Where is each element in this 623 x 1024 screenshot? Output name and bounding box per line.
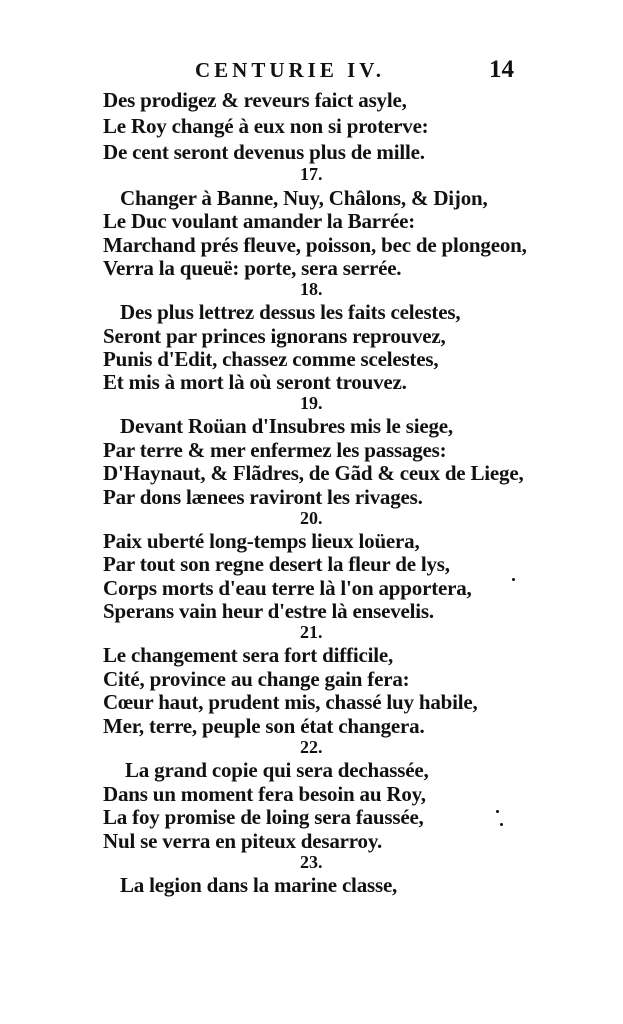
quatrain-number: 23. bbox=[300, 852, 323, 872]
verse-line: De cent seront devenus plus de mille. bbox=[103, 140, 425, 164]
verse-line: La legion dans la marine classe, bbox=[120, 873, 398, 897]
verse-line: La grand copie qui sera dechassée, bbox=[125, 758, 429, 782]
verse-line: Corps morts d'eau terre là l'on apportera, bbox=[103, 576, 472, 600]
verse-line: Des plus lettrez dessus les faits celestes, bbox=[120, 300, 461, 324]
verse-line: Paix uberté long-temps lieux loüera, bbox=[103, 529, 420, 553]
verse-line: Par tout son regne desert la fleur de lys, bbox=[103, 552, 450, 576]
verse-line: Le Roy changé à eux non si proterve: bbox=[103, 114, 429, 138]
verse-line: Mer, terre, peuple son état changera. bbox=[103, 714, 425, 738]
print-speck bbox=[512, 578, 515, 581]
verse-line: Dans un moment fera besoin au Roy, bbox=[103, 782, 426, 806]
verse-line: Par terre & mer enfermez les passages: bbox=[103, 438, 447, 462]
verse-line: Par dons lænees raviront les rivages. bbox=[103, 485, 423, 509]
verse-line: Marchand prés fleuve, poisson, bec de plongeon, bbox=[103, 233, 527, 257]
verse-line: Verra la queuë: porte, sera serrée. bbox=[103, 256, 402, 280]
verse-line: Cité, province au change gain fera: bbox=[103, 667, 410, 691]
quatrain-number: 18. bbox=[300, 279, 323, 299]
quatrain-number: 21. bbox=[300, 622, 323, 642]
quatrain-number: 20. bbox=[300, 508, 323, 528]
verse-line: Nul se verra en piteux desarroy. bbox=[103, 829, 383, 853]
quatrain-number: 19. bbox=[300, 393, 323, 413]
quatrain-number: 17. bbox=[300, 164, 323, 184]
verse-line: Punis d'Edit, chassez comme scelestes, bbox=[103, 347, 439, 371]
verse-line: Des prodigez & reveurs faict asyle, bbox=[103, 88, 407, 112]
verse-line: Le changement sera fort difficile, bbox=[103, 643, 394, 667]
running-title: CENTURIE IV. bbox=[195, 58, 385, 82]
verse-line: La foy promise de loing sera faussée, bbox=[103, 805, 424, 829]
verse-line: Changer à Banne, Nuy, Châlons, & Dijon, bbox=[120, 186, 488, 210]
verse-line: Cœur haut, prudent mis, chassé luy habile, bbox=[103, 690, 478, 714]
verse-line: Le Duc voulant amander la Barrée: bbox=[103, 209, 416, 233]
print-speck bbox=[496, 810, 499, 813]
verse-line: Seront par princes ignorans reprouvez, bbox=[103, 324, 446, 348]
verse-line: Et mis à mort là où seront trouvez. bbox=[103, 370, 407, 394]
page-number: 14 bbox=[489, 56, 514, 83]
quatrain-number: 22. bbox=[300, 737, 323, 757]
verse-line: Devant Roüan d'Insubres mis le siege, bbox=[120, 414, 453, 438]
print-speck bbox=[500, 823, 503, 826]
verse-line: Sperans vain heur d'estre là ensevelis. bbox=[103, 599, 434, 623]
verse-line: D'Haynaut, & Flãdres, de Gãd & ceux de Liege, bbox=[103, 461, 524, 485]
